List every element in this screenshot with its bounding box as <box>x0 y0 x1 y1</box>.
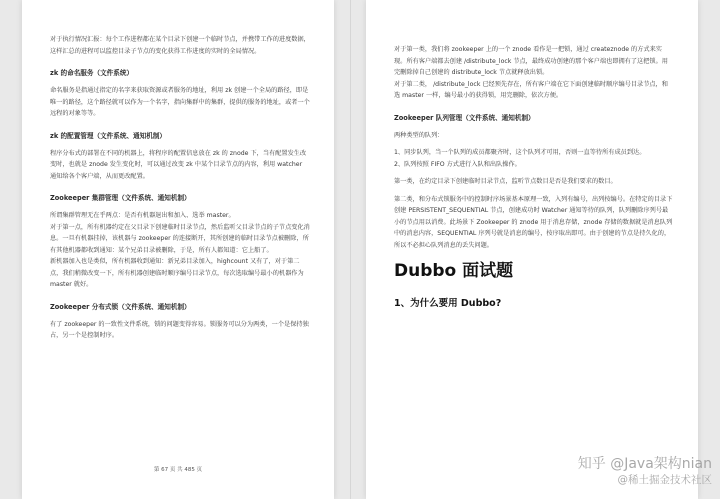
paragraph: 程序分布式的部署在不同的机器上，将程序的配置信息放在 zk 的 znode 下，当有配置发生改变时，也就是 znode 发生变化时，可以通过改变 zk 中某个目录节点的内容，利用 watcher 通知给各个客户端，从而更改配置。 <box>50 149 307 180</box>
watermark-juejin: @稀土掘金技术社区 <box>617 474 712 486</box>
section-heading-queue: Zookeeper 队列管理（文件系统、通知机制） <box>394 113 535 122</box>
paragraph: 2、队列按照 FIFO 方式进行入队和出队操作。 <box>394 160 521 168</box>
paragraph: 对于第一点，所有机器约定在父目录下创建临时目录节点，然后监听父目录节点的子节点变化消息。一旦有机器挂掉，该机器与 zookeeper 的连接断开，其所创建的临时目录节点被删除，所有其他机器都收到通知：某个兄弟目录被删除，于是，所有人都知道：它上船了。 <box>50 223 310 254</box>
section-heading-naming: zk 的命名服务（文件系统） <box>50 69 134 77</box>
paragraph: 新机器加入也是类似，所有机器收到通知：新兄弟目录加入，highcount 又有了，对于第二点，我们稍微改变一下，所有机器创建临时顺序编号目录节点，每次选取编号最小的机器作为 master 就好。 <box>50 258 304 288</box>
paragraph: 有了 zookeeper 的一致性文件系统，锁的问题变得容易。锁服务可以分为两类，一个是保持独占，另一个是控制时序。 <box>50 320 309 339</box>
question-heading: 1、为什么要用 Dubbo? <box>394 298 502 309</box>
page-footer: 第 67 页 共 485 页 <box>153 467 203 473</box>
paragraph: 第一类，在约定目录下创建临时目录节点，监听节点数目是否是我们要求的数目。 <box>394 178 617 185</box>
paragraph: 对于执行情况汇报：每个工作进程都在某个目录下创建一个临时节点，并携带工作的进度数据，这样汇总的进程可以监控目录子节点的变化获得工作进度的实时的全局情况。 <box>50 36 310 55</box>
section-heading-lock: Zookeeper 分布式锁（文件系统、通知机制） <box>50 302 191 311</box>
paragraph: 两种类型的队列： <box>394 131 444 139</box>
paragraph: 对于第一类，我们将 zookeeper 上的一个 znode 看作是一把锁，通过 createznode 的方式来实现。所有客户端都去创建 /distribute_lock 节点，最终成功创建的那个客户端也即拥有了这把锁。用完删除掉自己创建的 distribute_lock 节点就释放出锁。 <box>394 46 668 76</box>
watermark-zhihu: 知乎 @Java架构nian <box>577 456 712 472</box>
watermark <box>482 455 712 495</box>
chapter-title: Dubbo 面试题 <box>394 261 514 281</box>
paragraph: 所谓集群管理无在乎两点：是否有机器退出和加入、选举 master。 <box>50 212 235 219</box>
paragraph: 第二类，和分布式锁服务中的控制时序场景基本原理一致，入列有编号，出列按编号。在特定的目录下创建 PERSISTENT_SEQUENTIAL 节点，创建成功时 Watcher 通知等待的队列，队列删除序列号最小的节点用以消费。此场景下 Zookeeper 的 znode 用于消息存储，znode 存储的数据就是消息队列中的消息内容，SEQUENTIAL 序列号就是消息的编号，按序取出即可。由于创建的节点是持久化的，所以不必担心队列消息的丢失问题。 <box>394 195 673 249</box>
section-heading-cluster: Zookeeper 集群管理（文件系统、通知机制） <box>50 194 191 202</box>
left-page <box>22 0 334 499</box>
paragraph: 对于第二类， /distribute_lock 已经预先存在，所有客户端在它下面创建临时顺序编号目录节点，和选 master 一样，编号最小的获得锁，用完删除，依次方便。 <box>394 80 668 99</box>
right-page <box>366 0 698 499</box>
page-gutter <box>350 0 351 499</box>
paragraph: 1、同步队列，当一个队列的成员都聚齐时，这个队列才可用，否则一直等待所有成员到达。 <box>394 149 646 156</box>
section-heading-config: zk 的配置管理（文件系统、通知机制） <box>50 131 167 140</box>
paragraph: 命名服务是指通过指定的名字来获取资源或者服务的地址，利用 zk 创建一个全局的路径，即是唯一的路径，这个路径就可以作为一个名字，指向集群中的集群，提供的服务的地址，或者一个远程的对象等等。 <box>50 87 310 117</box>
